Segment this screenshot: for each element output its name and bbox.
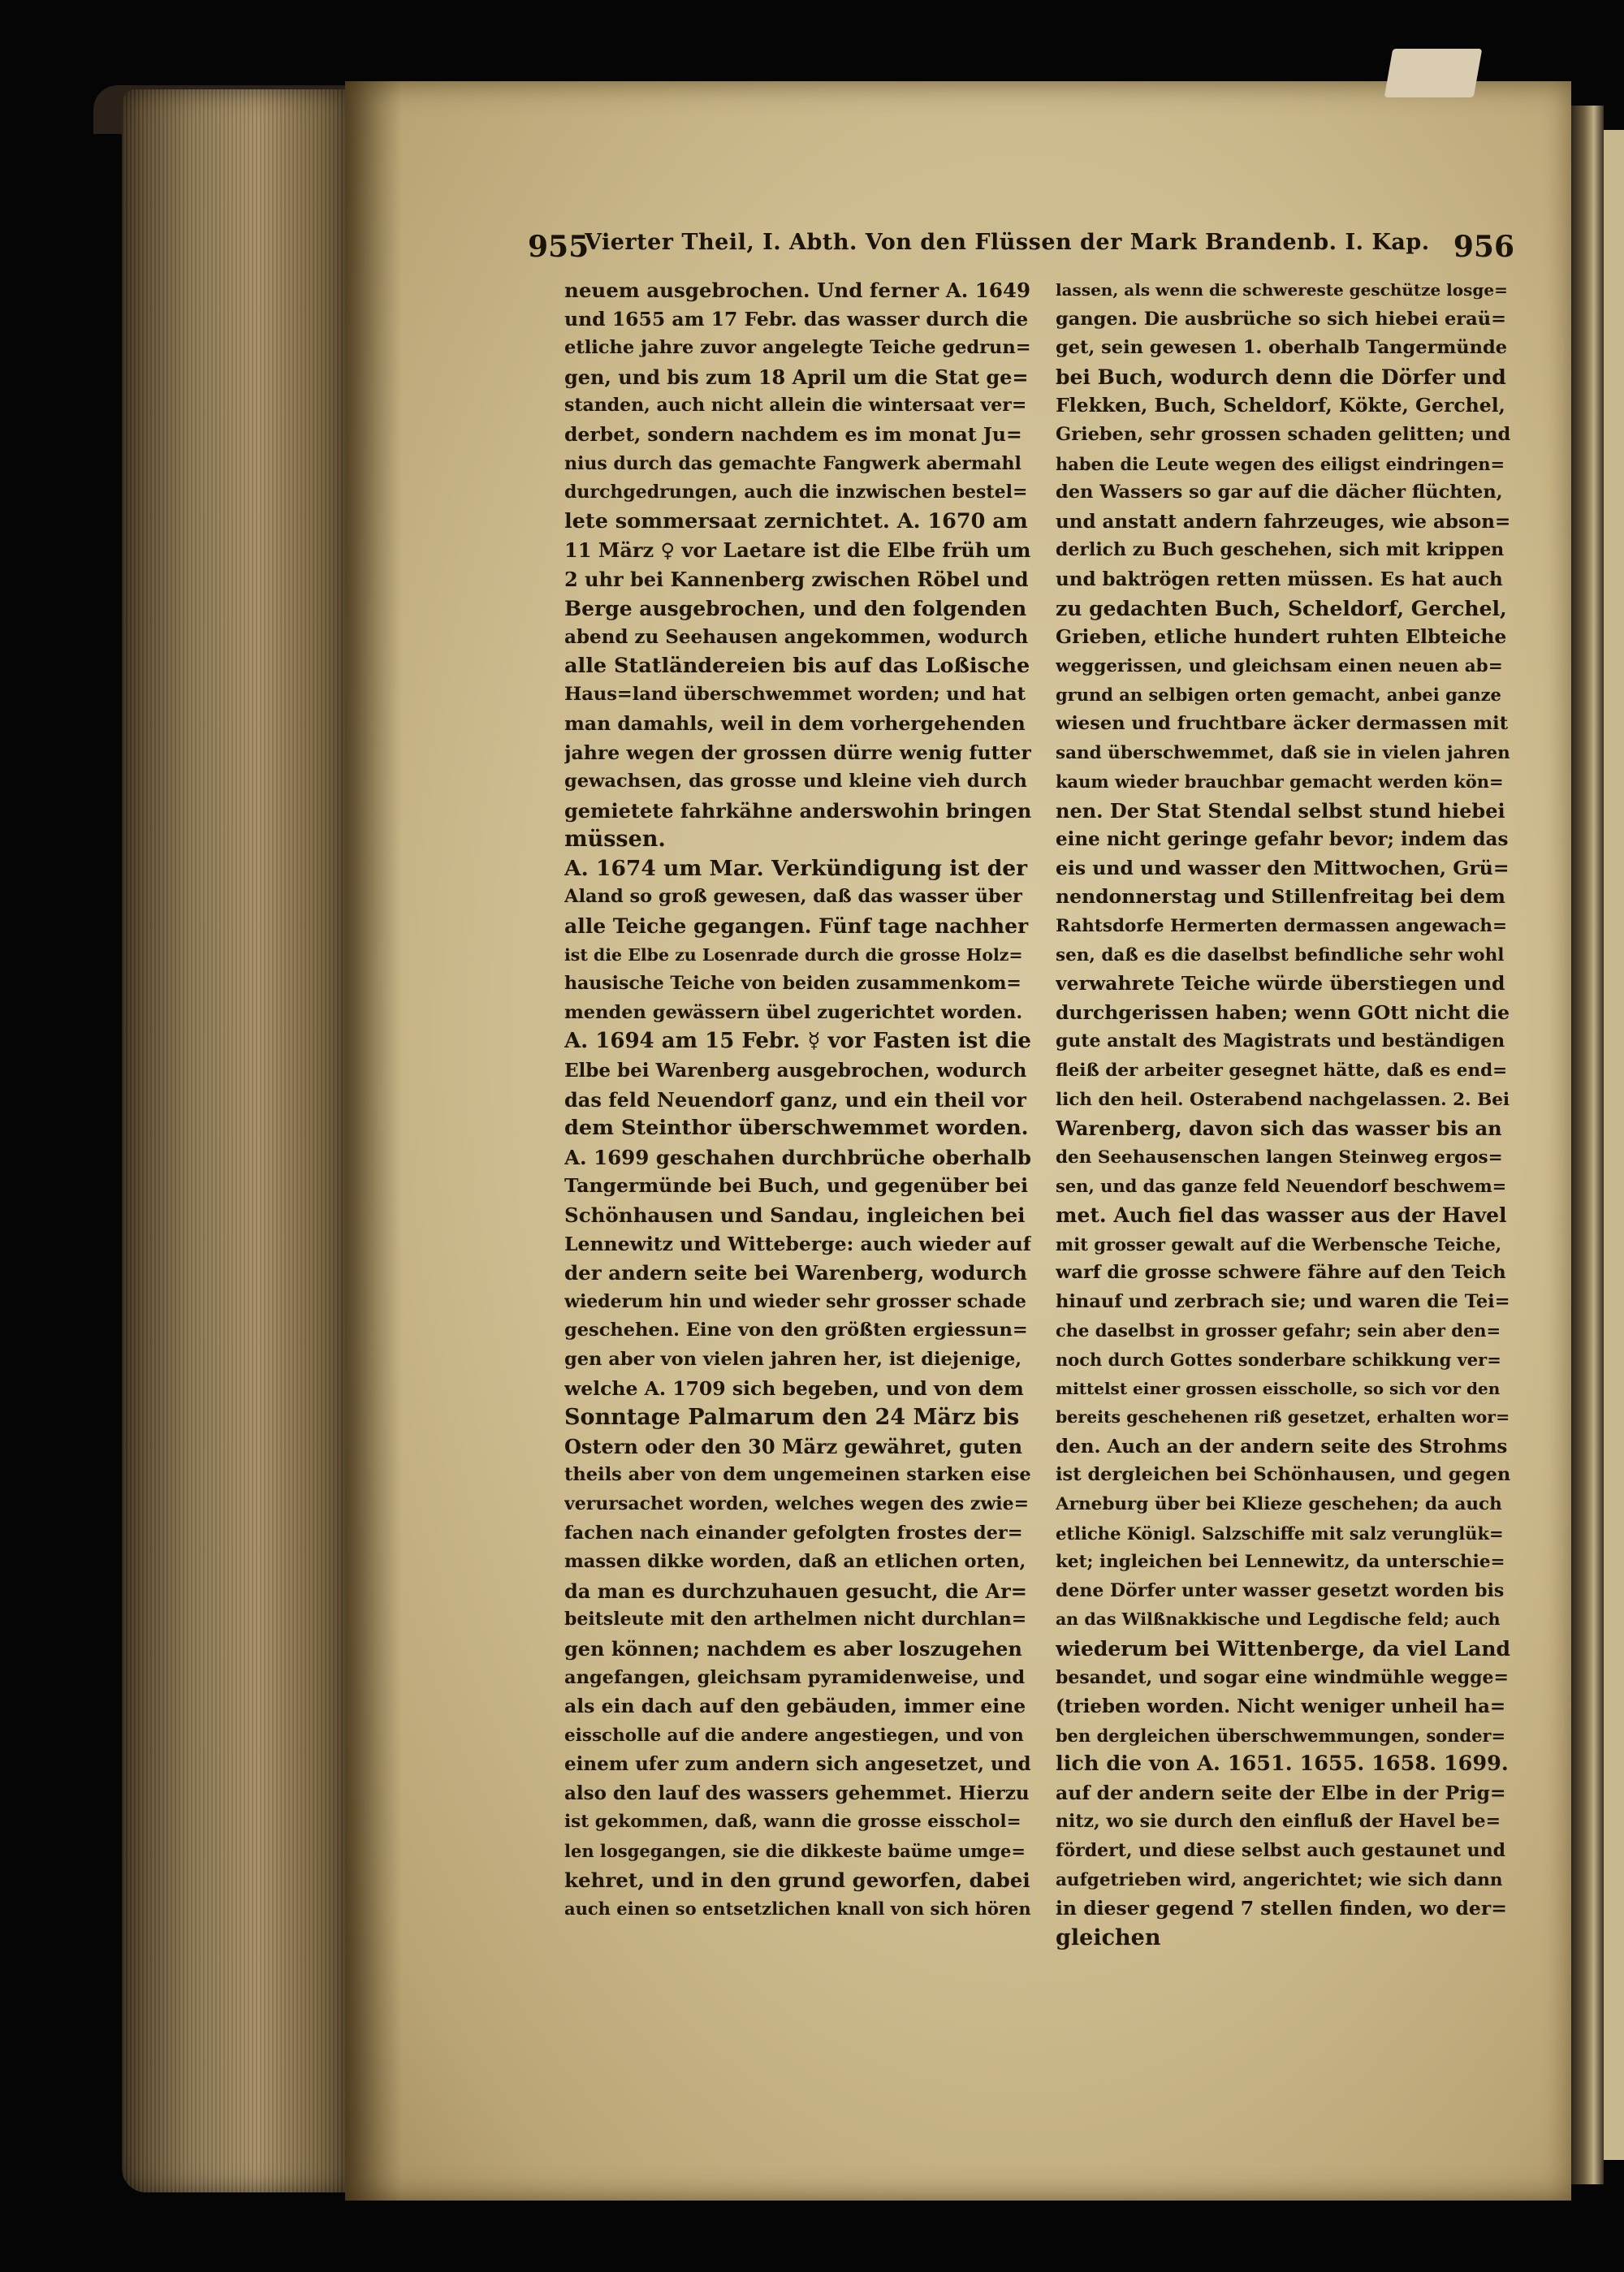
text-line: Grieben, sehr grossen schaden gelitten; und [1056,423,1510,445]
text-line: auf der andern seite der Elbe in der Prig= [1056,1781,1506,1804]
text-line: Warenberg, davon sich das wasser bis an [1056,1117,1502,1141]
text-line: beitsleute mit den arthelmen nicht durchlan= [564,1609,1027,1631]
text-line: standen, auch nicht allein die wintersaat ver= [564,395,1027,417]
text-line: dem Steinthor überschwemmet worden. [564,1116,1029,1141]
text-line: an das Wilßnakkische und Legdische feld; auch [1056,1609,1501,1630]
text-line: und anstatt andern fahrzeuges, wie abson= [1056,510,1510,533]
text-line: eine nicht geringe gefahr bevor; indem das [1056,828,1509,851]
page-header [528,230,1514,270]
text-line: mit grosser gewalt auf die Werbensche Teiche, [1056,1233,1502,1255]
text-line: müssen. [564,827,666,853]
text-line: neuem ausgebrochen. Und ferner A. 1649 [564,279,1030,302]
text-line: man damahls, weil in dem vorhergehenden [564,711,1026,735]
text-column-right [1056,276,1510,1952]
text-line: alle Teiche gegangen. Fünf tage nachher [564,914,1029,939]
text-line: den Seehausenschen langen Steinweg ergos= [1056,1147,1503,1168]
text-line: bei Buch, wodurch denn die Dörfer und [1056,365,1506,389]
page-number-right: 956 [1453,230,1514,264]
text-line: alle Statländereien bis auf das Loßische [564,653,1030,678]
text-line: als ein dach auf den gebäuden, immer eine [564,1695,1026,1718]
text-line: sen, daß es die daselbst befindliche sehr wohl [1056,944,1505,965]
text-line: gen können; nachdem es aber loszugehen [564,1636,1022,1661]
text-line: lete sommersaat zernichtet. A. 1670 am [564,508,1028,533]
page-number-left: 955 [528,230,590,264]
text-line: verwahrete Teiche würde überstiegen und [1056,972,1505,996]
text-line: hinauf und zerbrach sie; und waren die Tei= [1056,1290,1510,1312]
text-line: nitz, wo sie durch den einfluß der Havel be= [1056,1811,1501,1833]
text-line: zu gedachten Buch, Scheldorf, Gerchel, [1056,596,1507,620]
text-line: aufgetrieben wird, angerichtet; wie sich dann [1056,1869,1503,1890]
text-line: noch durch Gottes sonderbare schikkung ver= [1056,1349,1501,1370]
text-line: angefangen, gleichsam pyramidenweise, und [564,1666,1026,1688]
text-line: eis und und wasser den Mittwochen, Grü= [1056,856,1510,879]
text-line: grund an selbigen orten gemacht, anbei ganze [1056,685,1501,706]
text-line: jahre wegen der grossen dürre wenig futter [564,741,1031,764]
text-line: Berge ausgebrochen, und den folgenden [564,596,1027,620]
text-line: besandet, und sogar eine windmühle wegge= [1056,1666,1509,1688]
text-line: dene Dörfer unter wasser gesetzt worden bis [1056,1579,1505,1601]
text-line: derbet, sondern nachdem es im monat Ju= [564,422,1022,446]
text-line: ist die Elbe zu Losenrade durch die grosse Holz= [564,944,1023,965]
text-line: Rahtsdorfe Hermerten dermassen angewach= [1056,916,1508,937]
text-line: (trieben worden. Nicht weniger unheil ha= [1056,1695,1506,1718]
text-line: ist gekommen, daß, wann die grosse eisschol= [564,1812,1021,1833]
text-line: kehret, und in den grund geworfen, dabei [564,1868,1030,1892]
text-line: fleiß der arbeiter gesegnet hätte, daß es end= [1056,1060,1508,1082]
text-line: geschehen. Eine von den größten ergiessun= [564,1320,1028,1341]
text-line: A. 1694 am 15 Febr. ☿ vor Fasten ist die [564,1029,1031,1054]
text-line: etliche jahre zuvor angelegte Teiche gedrun= [564,337,1031,359]
text-line: massen dikke worden, daß an etlichen orten, [564,1551,1026,1573]
text-line: lich den heil. Osterabend nachgelassen. 2. Bei [1056,1089,1510,1110]
text-line: Tangermünde bei Buch, und gegenüber bei [564,1174,1029,1198]
text-line: einem ufer zum andern sich angesetzet, und [564,1753,1031,1776]
text-line: abend zu Seehausen angekommen, wodurch [564,626,1029,649]
text-line: Lennewitz und Witteberge: auch wieder auf [564,1232,1031,1255]
text-line: Haus=land überschwemmet worden; und hat [564,684,1026,706]
text-line: der andern seite bei Warenberg, wodurch [564,1261,1027,1285]
text-line: nius durch das gemachte Fangwerk abermahl [564,452,1021,474]
text-line: gen, und bis zum 18 April um die Stat ge= [564,365,1029,389]
next-page-sliver [1604,130,1624,2160]
text-line: wiederum hin und wieder sehr grosser schade [564,1290,1026,1312]
text-line: Grieben, etliche hundert ruhten Elbteiche [1056,625,1507,649]
text-line: warf die grosse schwere fähre auf den Teich [1056,1262,1506,1284]
text-line: Schönhausen und Sandau, ingleichen bei [564,1203,1026,1227]
text-line: sand überschwemmet, daß sie in vielen jahren [1056,742,1510,763]
text-line: verursachet worden, welches wegen des zwie= [564,1492,1030,1514]
text-line: menden gewässern übel zugerichtet worden. [564,1001,1023,1023]
text-line: auch einen so entsetzlichen knall von sich hören [564,1898,1031,1920]
text-line: gen aber von vielen jahren her, ist diejenige, [564,1348,1022,1370]
text-line: lassen, als wenn die schwereste geschütze losge= [1056,280,1508,300]
text-line: also den lauf des wassers gehemmet. Hierzu [564,1782,1030,1804]
text-line: derlich zu Buch geschehen, sich mit krippen [1056,539,1505,561]
text-column-left [564,276,1031,1924]
text-line: Sonntage Palmarum den 24 März bis [564,1405,1020,1431]
text-line: Arneburg über bei Klieze geschehen; da auch [1056,1493,1502,1514]
text-line: haben die Leute wegen des eiligst eindringen= [1056,453,1505,474]
text-line: gleichen [1056,1924,1161,1950]
text-line: Flekken, Buch, Scheldorf, Kökte, Gerchel, [1056,394,1505,417]
text-line: che daselbst in grosser gefahr; sein aber den= [1056,1320,1501,1341]
text-line: met. Auch fiel das wasser aus der Havel [1056,1203,1507,1227]
text-line: theils aber von dem ungemeinen starken eise [564,1464,1031,1486]
text-line: ben dergleichen überschwemmungen, sonder= [1056,1725,1506,1746]
text-line: get, sein gewesen 1. oberhalb Tangermünde [1056,337,1508,359]
text-line: da man es durchzuhauen gesucht, die Ar= [564,1579,1027,1603]
text-line: gangen. Die ausbrüche so sich hiebei eraü= [1056,308,1506,330]
text-line: fördert, und diese selbst auch gestaunet und [1056,1840,1505,1862]
text-line: den. Auch an der andern seite des Strohms [1056,1435,1508,1458]
bookmark-tab [1384,49,1483,97]
text-line: nendonnerstag und Stillenfreitag bei dem [1056,885,1505,909]
text-line: gemietete fahrkähne anderswohin bringen [564,798,1031,823]
text-line: ket; ingleichen bei Lennewitz, da unterschie= [1056,1552,1505,1573]
text-line: das feld Neuendorf ganz, und ein theil vor [564,1087,1026,1112]
text-line: sen, und das ganze feld Neuendorf beschwem= [1056,1176,1507,1197]
text-line: durchgerissen haben; wenn GOtt nicht die [1056,1000,1510,1024]
text-line: etliche Königl. Salzschiffe mit salz verunglük= [1056,1523,1504,1544]
text-line: gute anstalt des Magistrats und beständigen [1056,1030,1505,1052]
text-line: eisscholle auf die andere angestiegen, und von [564,1725,1024,1746]
text-line: hausische Teiche von beiden zusammenkom= [564,973,1021,995]
running-head: Vierter Theil, I. Abth. Von den Flüssen der Mark Brandenb. I. Kap. [585,230,1430,255]
text-line: ist dergleichen bei Schönhausen, und gegen [1056,1464,1510,1486]
text-line: A. 1699 geschahen durchbrüche oberhalb [564,1145,1031,1169]
text-line: durchgedrungen, auch die inzwischen bestel= [564,482,1028,503]
text-line: den Wassers so gar auf die dächer flüchten, [1056,482,1503,503]
text-line: und baktrögen retten müssen. Es hat auch [1056,568,1503,590]
text-line: fachen nach einander gefolgten frostes der= [564,1522,1023,1544]
text-line: nen. Der Stat Stendal selbst stund hiebei [1056,798,1505,823]
text-line: in dieser gegend 7 stellen finden, wo der= [1056,1897,1507,1920]
text-line: Ostern oder den 30 März gewähret, guten [564,1434,1023,1458]
page-edges [122,89,349,2192]
text-line: lich die von A. 1651. 1655. 1658. 1699. [1056,1752,1509,1777]
text-line: und 1655 am 17 Febr. das wasser durch die [564,307,1029,330]
text-line: 2 uhr bei Kannenberg zwischen Röbel und [564,567,1029,591]
text-line: Aland so groß gewesen, daß das wasser über [564,886,1022,908]
text-line: kaum wieder brauchbar gemacht werden kön= [1056,771,1504,793]
text-line: 11 März ♀ vor Laetare ist die Elbe früh um [564,538,1031,563]
text-line: wiederum bei Wittenberge, da viel Land [1056,1636,1510,1661]
text-line: len losgegangen, sie die dikkeste baüme umge= [564,1841,1026,1862]
text-line: wiesen und fruchtbare äcker dermassen mit [1056,712,1509,734]
text-line: Elbe bei Warenberg ausgebrochen, wodurch [564,1060,1027,1082]
text-line: welche A. 1709 sich begeben, und von dem [564,1376,1024,1400]
text-line: gewachsen, das grosse und kleine vieh durch [564,771,1027,793]
text-line: A. 1674 um Mar. Verkündigung ist der [564,855,1028,881]
next-page-edge [1571,106,1604,2184]
text-line: mittelst einer grossen eisscholle, so sich vor den [1056,1378,1501,1398]
gutter-shadow [345,81,402,2201]
text-line: weggerissen, und gleichsam einen neuen ab= [1056,655,1503,676]
text-line: bereits geschehenen riß gesetzet, erhalten wor= [1056,1407,1510,1428]
